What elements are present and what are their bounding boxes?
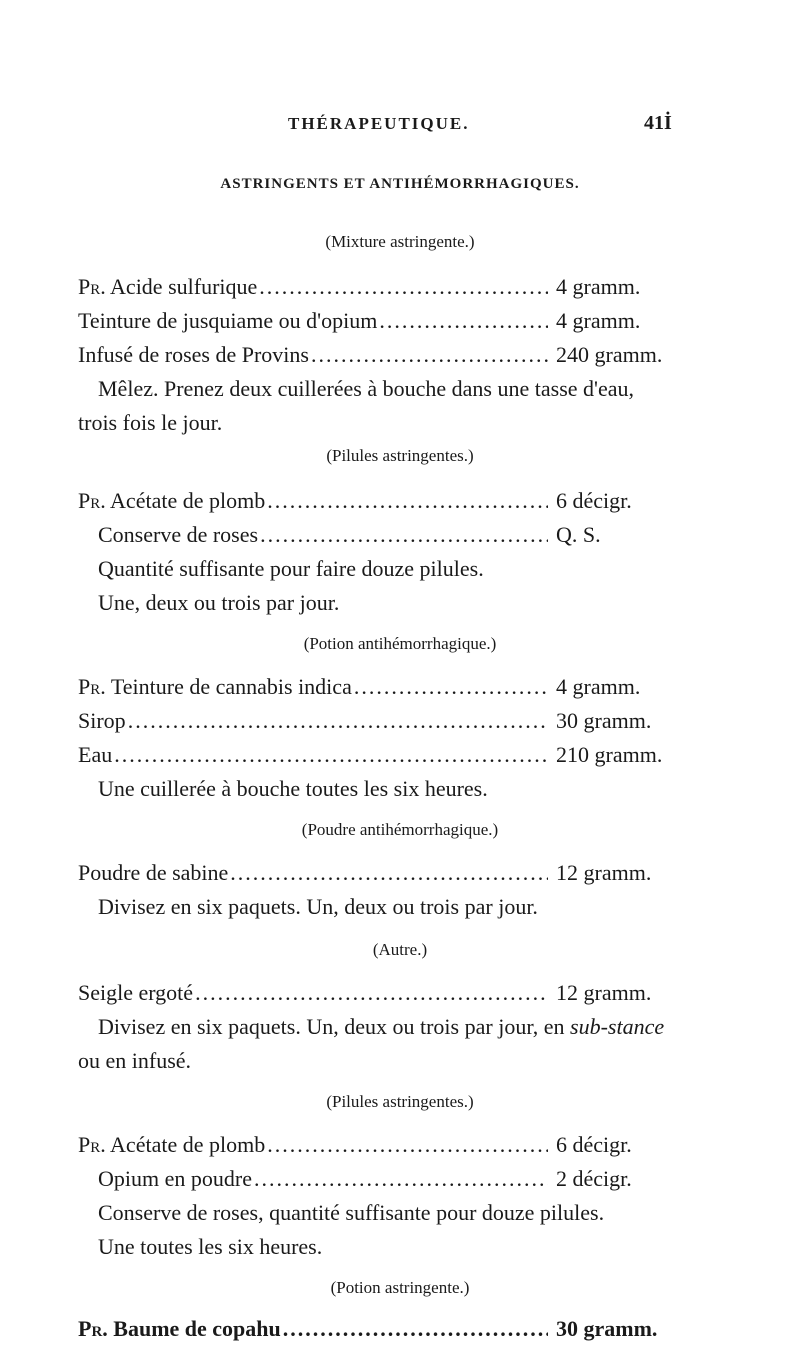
ingredient-quantity: Q. S. [556, 522, 601, 547]
ingredient-name: Acide sulfurique [110, 274, 258, 299]
leader-dots [267, 1132, 548, 1158]
rx-prefix: Pr. [78, 1132, 106, 1157]
ingredient-line [78, 1316, 668, 1342]
ingredient-name: Acétate de plomb [110, 488, 266, 513]
ingredient-line [78, 980, 668, 1006]
ingredient-name: Acétate de plomb [110, 1132, 266, 1157]
leader-dots [283, 1316, 548, 1342]
ingredient-name: Teinture de jusquiame ou d'opium [78, 308, 378, 333]
ingredient-line [98, 1166, 668, 1192]
directions-line: Une, deux ou trois par jour. [98, 590, 340, 615]
ingredient-name: Baume de copahu [113, 1316, 281, 1341]
directions-line: Mêlez. Prenez deux cuillerées à bouche dans une tasse d'eau, [98, 376, 635, 401]
ingredient-name: Teinture de cannabis indica [110, 674, 352, 699]
ingredient-quantity: 12 gramm. [556, 860, 652, 885]
ingredient-quantity: 4 gramm. [556, 274, 641, 299]
directions-line: Une cuillerée à bouche toutes les six heures. [98, 776, 488, 801]
ingredient-quantity: 4 gramm. [556, 308, 641, 333]
formula-title: (Pilules astringentes.) [326, 446, 474, 465]
ingredient-name: Seigle ergoté [78, 980, 194, 1005]
directions-line: Conserve de roses, quantité suffisante pour douze pilules. [98, 1200, 605, 1225]
leader-dots [260, 522, 548, 548]
ingredient-quantity: 30 gramm. [556, 708, 652, 733]
ingredient-line [98, 522, 668, 548]
formula-title: (Poudre antihémorrhagique.) [301, 820, 499, 839]
ingredient-name: Infusé de roses de Provins [78, 342, 309, 367]
ingredient-name: Poudre de sabine [78, 860, 229, 885]
ingredient-line [78, 1132, 668, 1158]
ingredient-quantity: 30 gramm. [556, 1316, 658, 1341]
ingredient-name: Opium en poudre [98, 1166, 252, 1191]
directions-line [98, 1014, 668, 1040]
directions-line: Quantité suffisante pour faire douze pilules. [98, 556, 484, 581]
leader-dots [379, 308, 548, 334]
leader-dots [254, 1166, 548, 1192]
ingredient-quantity: 240 gramm. [556, 342, 663, 367]
running-head [0, 114, 800, 144]
ingredient-name: Conserve de roses [98, 522, 259, 547]
ingredient-line [78, 674, 668, 700]
section-title: ASTRINGENTS ET ANTIHÉMORRHAGIQUES. [220, 176, 580, 192]
rx-prefix: Pr. [78, 488, 106, 513]
rx-prefix: Pr. [78, 674, 106, 699]
ingredient-line [78, 742, 668, 768]
leader-dots [354, 674, 548, 700]
leader-dots [259, 274, 548, 300]
directions-line: Une toutes les six heures. [98, 1234, 323, 1259]
formula-title: (Potion antihémorrhagique.) [303, 634, 497, 653]
ingredient-quantity: 210 gramm. [556, 742, 663, 767]
leader-dots [128, 708, 548, 734]
leader-dots [311, 342, 548, 368]
running-title: THÉRAPEUTIQUE. [288, 114, 470, 133]
directions-line: Divisez en six paquets. Un, deux ou trois par jour. [98, 894, 538, 919]
rx-prefix: Pr. [78, 274, 106, 299]
ingredient-quantity: 6 décigr. [556, 1132, 632, 1157]
ingredient-line [78, 708, 668, 734]
rx-prefix: Pr. [78, 1316, 108, 1341]
formula-title: (Autre.) [372, 940, 428, 959]
ingredient-name: Eau [78, 742, 113, 767]
ingredient-line [78, 342, 668, 368]
ingredient-line [78, 274, 668, 300]
formula-title: (Pilules astringentes.) [326, 1092, 474, 1111]
leader-dots [230, 860, 548, 886]
formula-title: (Potion astringente.) [330, 1278, 470, 1297]
ingredient-quantity: 12 gramm. [556, 980, 652, 1005]
ingredient-quantity: 6 décigr. [556, 488, 632, 513]
directions-line: ou en infusé. [78, 1048, 192, 1073]
directions-line: trois fois le jour. [78, 410, 223, 435]
ingredient-quantity: 4 gramm. [556, 674, 641, 699]
leader-dots [267, 488, 548, 514]
ingredient-quantity: 2 décigr. [556, 1166, 632, 1191]
directions-text: Divisez en six paquets. Un, deux ou trois par jour, en [98, 1014, 565, 1039]
formula-title: (Mixture astringente.) [325, 232, 475, 251]
page-number: 41İ [644, 112, 672, 134]
ingredient-line [78, 488, 668, 514]
emphasis-text: sub-stance [570, 1014, 665, 1039]
leader-dots [195, 980, 548, 1006]
leader-dots [114, 742, 548, 768]
ingredient-line [78, 308, 668, 334]
ingredient-name: Sirop [78, 708, 126, 733]
ingredient-line [78, 860, 668, 886]
